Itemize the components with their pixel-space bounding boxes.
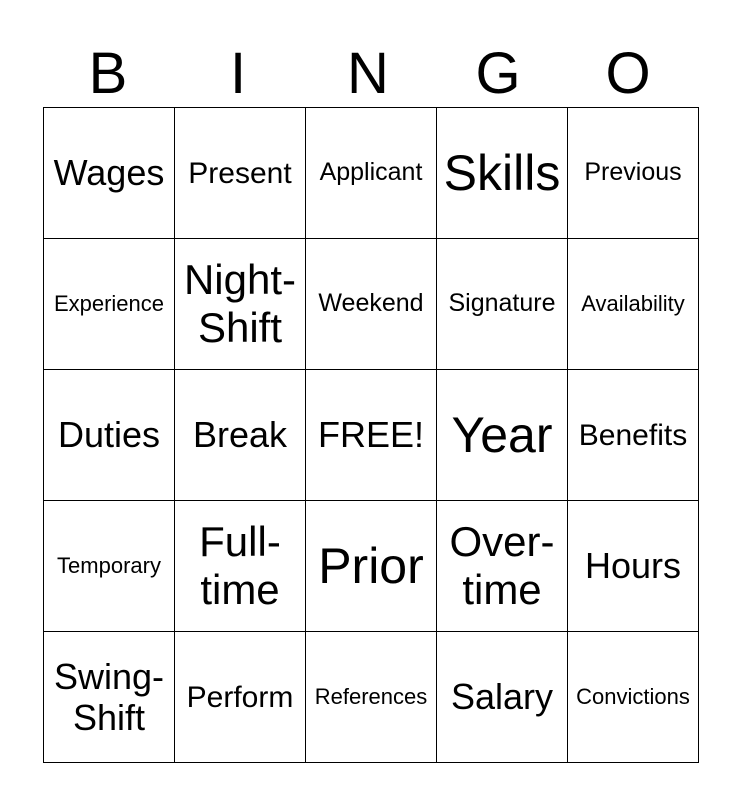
bingo-cell[interactable] (437, 370, 568, 501)
cell-text: Night-Shift (183, 255, 297, 351)
header-letter-b: B (88, 41, 128, 106)
cell-text: Availability (581, 290, 685, 316)
bingo-cell[interactable] (44, 108, 175, 239)
bingo-cell[interactable] (44, 239, 175, 370)
bingo-cell[interactable] (437, 501, 568, 632)
header-letter-n: N (347, 41, 389, 106)
header-letter-o: O (605, 41, 651, 106)
header-letter-i: I (229, 41, 247, 106)
cell-text: Temporary (57, 552, 161, 578)
header-letter-g: G (475, 41, 521, 106)
cell-text: References (314, 683, 428, 709)
bingo-cell[interactable] (175, 501, 306, 632)
bingo-cell[interactable] (175, 239, 306, 370)
cell-text: Salary (450, 676, 554, 718)
bingo-cell[interactable] (306, 632, 437, 763)
bingo-cell[interactable] (44, 370, 175, 501)
cell-text: Over-time (449, 517, 555, 613)
bingo-cell[interactable] (44, 501, 175, 632)
bingo-cell[interactable] (175, 632, 306, 763)
bingo-cell[interactable] (306, 108, 437, 239)
cell-text: Present (188, 156, 292, 190)
cell-text: Full-time (199, 517, 281, 613)
bingo-cell[interactable] (437, 108, 568, 239)
bingo-cell[interactable] (437, 632, 568, 763)
board-row (44, 370, 699, 501)
bingo-cell[interactable] (568, 239, 699, 370)
cell-text: Benefits (578, 418, 688, 452)
cell-text: Year (451, 406, 553, 463)
cell-text: Perform (186, 680, 294, 714)
board-row (44, 239, 699, 370)
cell-text: Weekend (318, 289, 424, 318)
bingo-cell[interactable] (306, 501, 437, 632)
cell-text: Convictions (576, 683, 690, 709)
bingo-board (43, 107, 699, 763)
cell-text: Hours (584, 545, 682, 587)
bingo-cell free-space[interactable] (306, 370, 437, 501)
bingo-cell[interactable] (568, 370, 699, 501)
cell-text: Wages (53, 152, 165, 194)
bingo-cell[interactable] (175, 108, 306, 239)
cell-text: Break (192, 414, 288, 456)
bingo-cell[interactable] (306, 239, 437, 370)
board-row (44, 632, 699, 763)
cell-text: Experience (53, 290, 165, 316)
bingo-cell[interactable] (175, 370, 306, 501)
cell-text: Applicant (319, 158, 423, 187)
board-row (44, 501, 699, 632)
bingo-cell[interactable] (44, 632, 175, 763)
cell-text: Duties (57, 414, 161, 456)
board-row (44, 108, 699, 239)
bingo-cell[interactable] (568, 108, 699, 239)
bingo-cell[interactable] (437, 239, 568, 370)
bingo-cell[interactable] (568, 632, 699, 763)
cell-text: Prior (318, 537, 424, 594)
cell-text: Skills (443, 144, 561, 201)
cell-text: Signature (448, 289, 556, 318)
bingo-header (43, 40, 693, 108)
bingo-cell[interactable] (568, 501, 699, 632)
cell-text: Previous (584, 158, 682, 187)
cell-text: Swing-Shift (53, 655, 165, 738)
free-space-text: FREE! (317, 414, 424, 456)
